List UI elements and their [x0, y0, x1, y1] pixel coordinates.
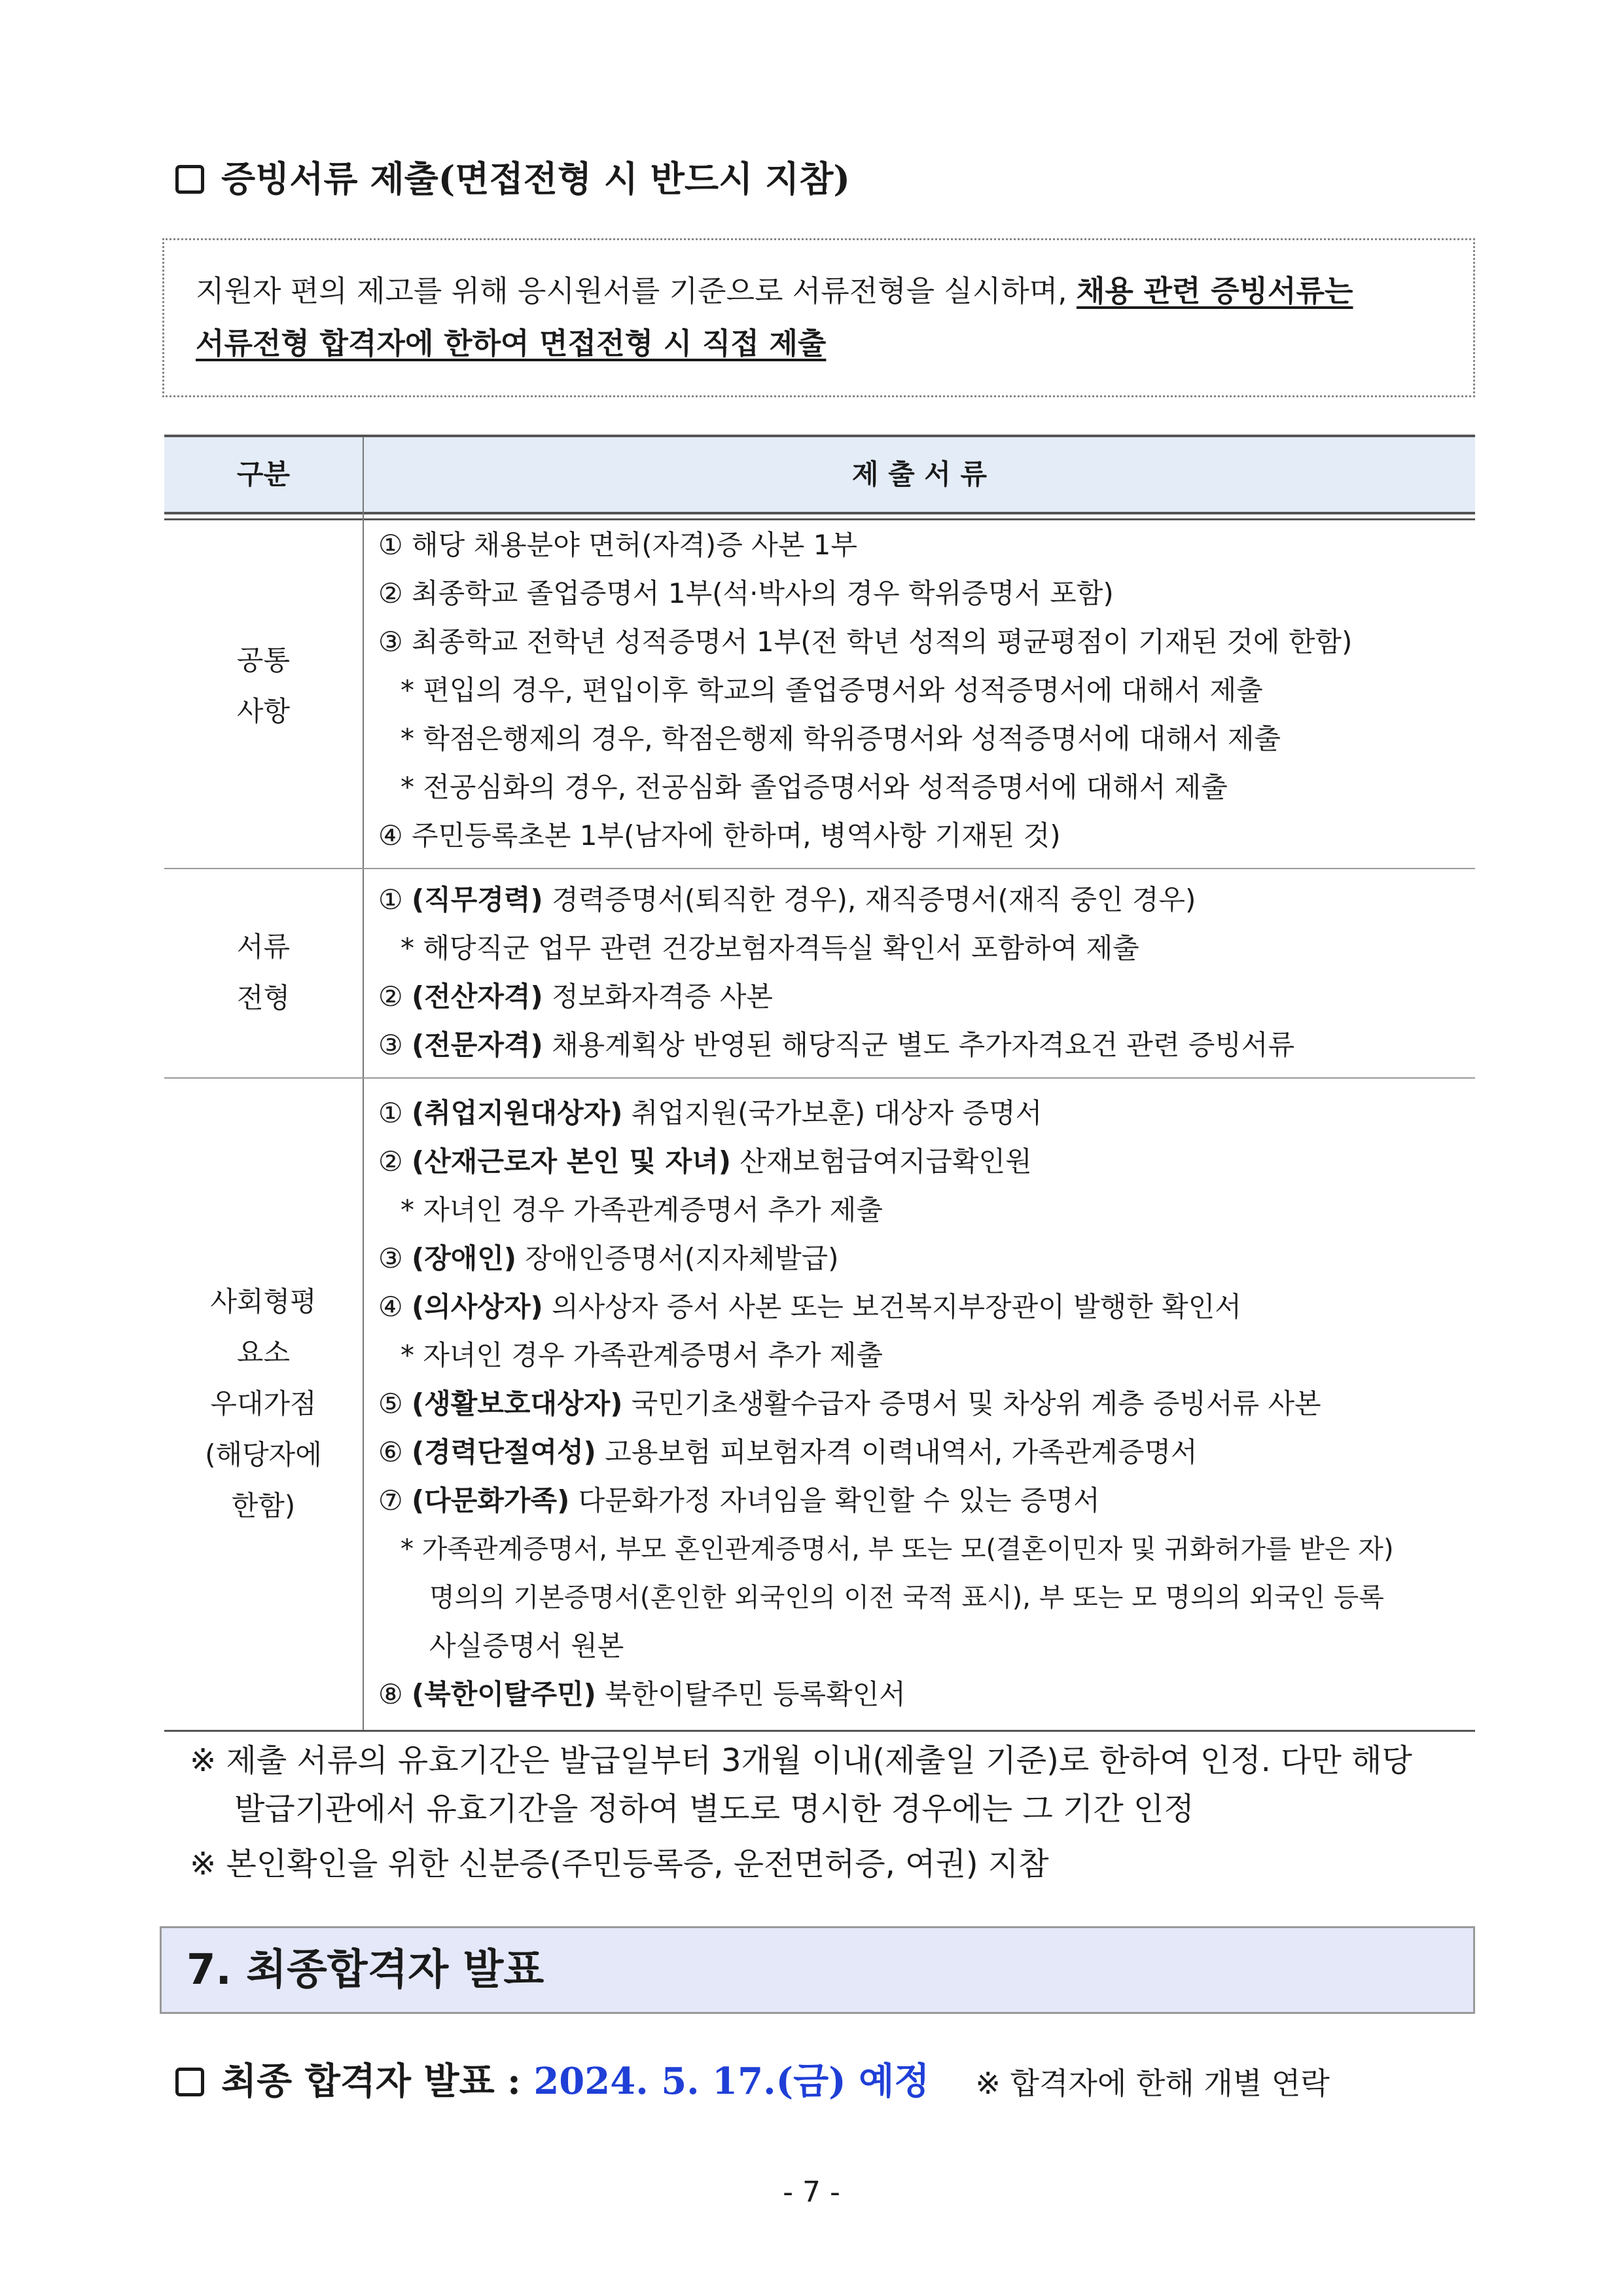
item-number: ④: [378, 1291, 403, 1323]
notice-line-2: [196, 317, 826, 370]
list-item: [378, 1380, 1321, 1428]
item-category: (생활보호대상자): [412, 1388, 623, 1420]
item-category: (전문자격): [412, 1029, 543, 1061]
list-item-note: * 가족관계증명서, 부모 혼인관계증명서, 부 또는 모(결혼이민자 및 귀화허가를 받은 자): [401, 1534, 1394, 1564]
notice-line-1: [196, 265, 1353, 317]
table-row-divider: [164, 1077, 1475, 1079]
validity-note: ※ 제출 서류의 유효기간은 발급일부터 3개월 이내(제출일 기준)로 한하여 인정. 다만 해당: [190, 1742, 1412, 1779]
list-item: [378, 1089, 1042, 1138]
category-label: 공통: [236, 644, 291, 676]
list-item-note-continued: 명의의 기본증명서(혼인한 외국인의 이전 국적 표시), 부 또는 모 명의의 외국인 등록: [429, 1583, 1384, 1613]
item-category: (북한이탈주민): [412, 1678, 596, 1710]
item-category: (산재근로자 본인 및 자녀): [412, 1145, 731, 1177]
item-text: 취업지원(국가보훈) 대상자 증명서: [631, 1097, 1043, 1129]
list-item: ① 해당 채용분야 면허(자격)증 사본 1부: [378, 529, 857, 561]
list-item-note-continued: 사실증명서 원본: [429, 1630, 624, 1662]
item-number: ⑥: [378, 1436, 403, 1468]
item-text: 다문화가정 자녀임을 확인할 수 있는 증명서: [578, 1484, 1100, 1516]
item-category: (전산자격): [412, 980, 543, 1013]
item-category: (다문화가족): [412, 1484, 570, 1516]
category-label: 전형: [236, 982, 291, 1014]
list-item: [378, 1428, 1198, 1477]
table-header-category: 구분: [236, 458, 291, 490]
table-header-documents: 제 출 서 류: [851, 458, 988, 490]
table-header-divider: [164, 512, 1475, 514]
notice-box: [162, 238, 1475, 397]
category-label: 사항: [236, 695, 291, 727]
category-label: (해당자에: [205, 1439, 322, 1471]
list-item: [378, 1021, 1294, 1069]
item-number: ①: [378, 884, 403, 916]
final-date: 2024. 5. 17.(금) 예정: [533, 2060, 930, 2103]
item-category: (취업지원대상자): [412, 1097, 623, 1129]
list-item: [378, 1234, 839, 1283]
item-text: 채용계획상 반영된 해당직군 별도 추가자격요건 관련 증빙서류: [552, 1029, 1295, 1061]
list-item-note: * 학점은행제의 경우, 학점은행제 학위증명서와 성적증명서에 대해서 제출: [401, 723, 1281, 755]
category-label: 요소: [236, 1336, 291, 1369]
checkbox-square-icon: [175, 165, 204, 194]
category-label: 한함): [231, 1490, 296, 1522]
final-label: 최종 합격자 발표 :: [221, 2060, 534, 2103]
list-item: [378, 1283, 1241, 1331]
item-number: ⑤: [378, 1388, 403, 1420]
list-item: ③ 최종학교 전학년 성적증명서 1부(전 학년 성적의 평균평점이 기재된 것에 한함): [378, 626, 1353, 658]
notice-text-emphasis: 채용 관련 증빙서류는: [1076, 274, 1353, 308]
item-category: (장애인): [412, 1242, 517, 1274]
category-label: 서류: [236, 931, 291, 963]
list-item-note: * 해당직군 업무 관련 건강보험자격득실 확인서 포함하여 제출: [401, 932, 1139, 964]
item-text: 북한이탈주민 등록확인서: [605, 1678, 906, 1710]
notice-text-plain: 지원자 편의 제고를 위해 응시원서를 기준으로 서류전형을 실시하며,: [196, 274, 1077, 308]
list-item: [378, 973, 773, 1021]
item-category: (경력단절여성): [412, 1436, 596, 1468]
final-reference: ※ 합격자에 한해 개별 연락: [975, 2066, 1330, 2101]
table-row-divider: [164, 868, 1475, 869]
list-item: ② 최종학교 졸업증명서 1부(석·박사의 경우 학위증명서 포함): [378, 577, 1114, 609]
item-number: ③: [378, 1029, 403, 1061]
item-text: 국민기초생활수급자 증명서 및 차상위 계층 증빙서류 사본: [631, 1388, 1321, 1420]
item-number: ①: [378, 1097, 403, 1129]
item-text: 경력증명서(퇴직한 경우), 재직증명서(재직 중인 경우): [552, 884, 1196, 916]
category-label: 사회형평: [210, 1285, 317, 1318]
table-column-divider: [363, 437, 364, 1731]
id-note: ※ 본인확인을 위한 신분증(주민등록증, 운전면허증, 여권) 지참: [190, 1846, 1049, 1882]
list-item: [378, 1477, 1100, 1525]
item-text: 고용보험 피보험자격 이력내역서, 가족관계증명서: [605, 1436, 1198, 1468]
category-common: [164, 635, 363, 737]
item-number: ②: [378, 1145, 403, 1177]
list-item: ④ 주민등록초본 1부(남자에 한하며, 병역사항 기재된 것): [378, 819, 1061, 852]
list-item-note: * 자녀인 경우 가족관계증명서 추가 제출: [401, 1194, 883, 1226]
table-bottom-border: [164, 1730, 1475, 1732]
category-label: 우대가점: [210, 1388, 317, 1420]
item-number: ②: [378, 980, 403, 1013]
category-social-equity: [164, 1276, 363, 1532]
item-text: 장애인증명서(지자체발급): [525, 1242, 839, 1274]
validity-note-continued: 발급기관에서 유효기간을 정하여 별도로 명시한 경우에는 그 기간 인정: [234, 1791, 1194, 1827]
item-text: 산재보험급여지급확인원: [740, 1145, 1032, 1177]
list-item: [378, 876, 1196, 924]
section-heading-text: 증빙서류 제출(면접전형 시 반드시 지참): [221, 158, 850, 200]
list-item-note: * 전공심화의 경우, 전공심화 졸업증명서와 성적증명서에 대해서 제출: [401, 771, 1228, 803]
category-document-screening: [164, 922, 363, 1024]
table-header-divider-2: [164, 518, 1475, 520]
list-item: [378, 1670, 906, 1719]
section-7-header: [160, 1926, 1475, 2014]
section-7-title: 7. 최종합격자 발표: [187, 1946, 544, 1994]
item-category: (직무경력): [412, 884, 543, 916]
item-number: ⑧: [378, 1678, 403, 1710]
notice-text-emphasis-2: 서류전형 합격자에 한하여 면접전형 시 직접 제출: [196, 326, 827, 361]
list-item-note: * 편입의 경우, 편입이후 학교의 졸업증명서와 성적증명서에 대해서 제출: [401, 674, 1263, 706]
item-number: ③: [378, 1242, 403, 1274]
final-announcement: [175, 2049, 1330, 2116]
list-item-note: * 자녀인 경우 가족관계증명서 추가 제출: [401, 1339, 883, 1371]
page-number: - 7 -: [783, 2176, 840, 2209]
section-heading: [175, 149, 850, 208]
list-item: [378, 1138, 1032, 1186]
checkbox-square-icon: [175, 2068, 204, 2096]
item-text: 정보화자격증 사본: [552, 980, 773, 1013]
item-category: (의사상자): [412, 1291, 543, 1323]
item-text: 의사상자 증서 사본 또는 보건복지부장관이 발행한 확인서: [552, 1291, 1241, 1323]
item-number: ⑦: [378, 1484, 403, 1516]
